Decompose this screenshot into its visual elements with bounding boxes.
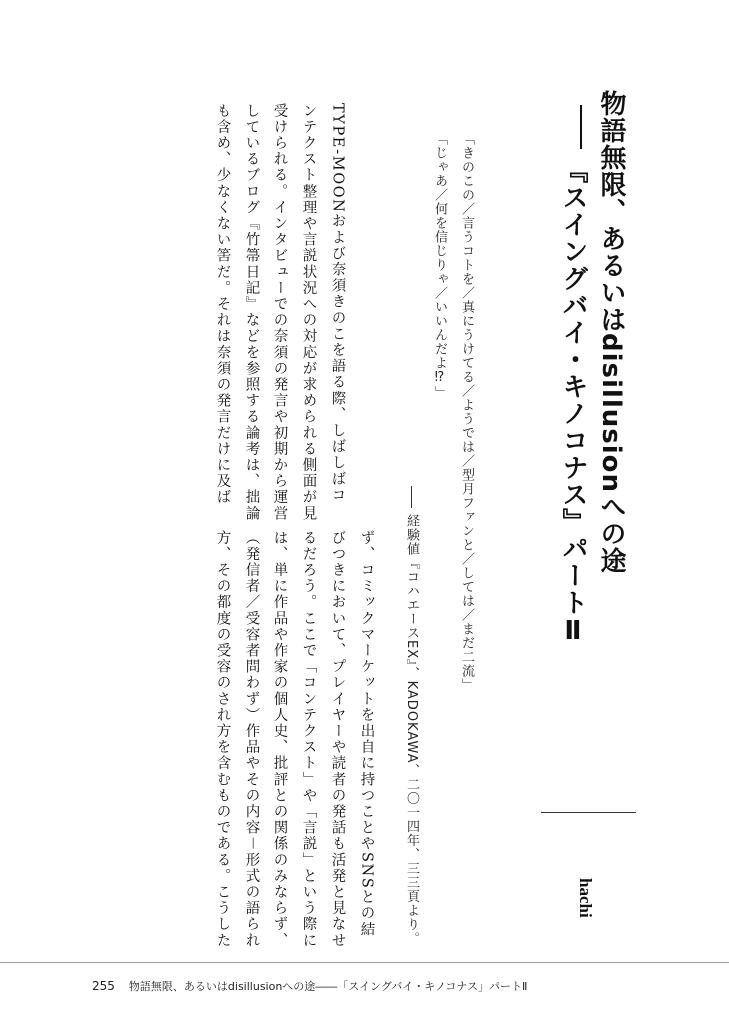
body-line: るだろう。ここで「コンテクスト」や「言説」という際に	[300, 530, 317, 949]
body-line: しているブログ『竹箒日記』などを参照する論考は、拙論	[243, 103, 260, 522]
body-line: は、単に作品や作家の個人史、批評との関係のみならず、	[271, 530, 288, 949]
body-line: ンテクスト整理や言説状況への対応が求められる側面が見	[300, 103, 317, 522]
article-title: 物語無限、あるいはdisillusionへの途	[596, 90, 626, 575]
author-divider	[541, 812, 636, 813]
source-dash	[411, 486, 412, 508]
epigraph-source	[405, 486, 418, 946]
epigraph-line-2: 「じゃあ／何を信じりゃ／いいんだよ⁉」	[432, 132, 447, 400]
epigraph-line-1: 「きのこの／言うコトを／真にうけてる／ようでは／型月ファンと／しては／まだ二流」	[459, 132, 474, 692]
author-name: hachi	[576, 878, 595, 918]
article-subtitle	[560, 105, 586, 647]
page-number: 255	[92, 979, 115, 993]
body-line: も含め、少なくない筈だ。それは奈須の発言だけに及ば	[214, 103, 231, 506]
body-line: 方、その都度の受容のされ方を含むものである。こうした	[214, 530, 231, 949]
subtitle-dash	[580, 105, 582, 149]
body-line: （発信者／受容者問わず）作品やその内容－形式の語られ	[243, 530, 260, 949]
epigraph-source-text: 経験値『コハエースEX』、KADOKAWA、二〇一四年、三三頁より。	[404, 514, 419, 946]
body-line: ず、コミックマーケットを出自に持つことやSNSとの結	[358, 530, 375, 938]
footer-divider	[0, 962, 729, 963]
running-title: 物語無限、あるいはdisillusionへの途――「スイングバイ・キノコナス」パートⅡ	[128, 980, 528, 993]
page-footer	[92, 978, 527, 994]
body-line: 受けられる。インタビューでの奈須の発言や初期から運営	[271, 103, 288, 522]
body-line: TYPE-MOONおよび奈須きのこを語る際、しばしばコ	[329, 103, 346, 504]
article-subtitle-text: 『スイングバイ・キノコナス』パートⅡ	[558, 157, 588, 647]
body-line: びつきにおいて、プレイヤーや読者の発話も活発と見なせ	[329, 530, 346, 949]
